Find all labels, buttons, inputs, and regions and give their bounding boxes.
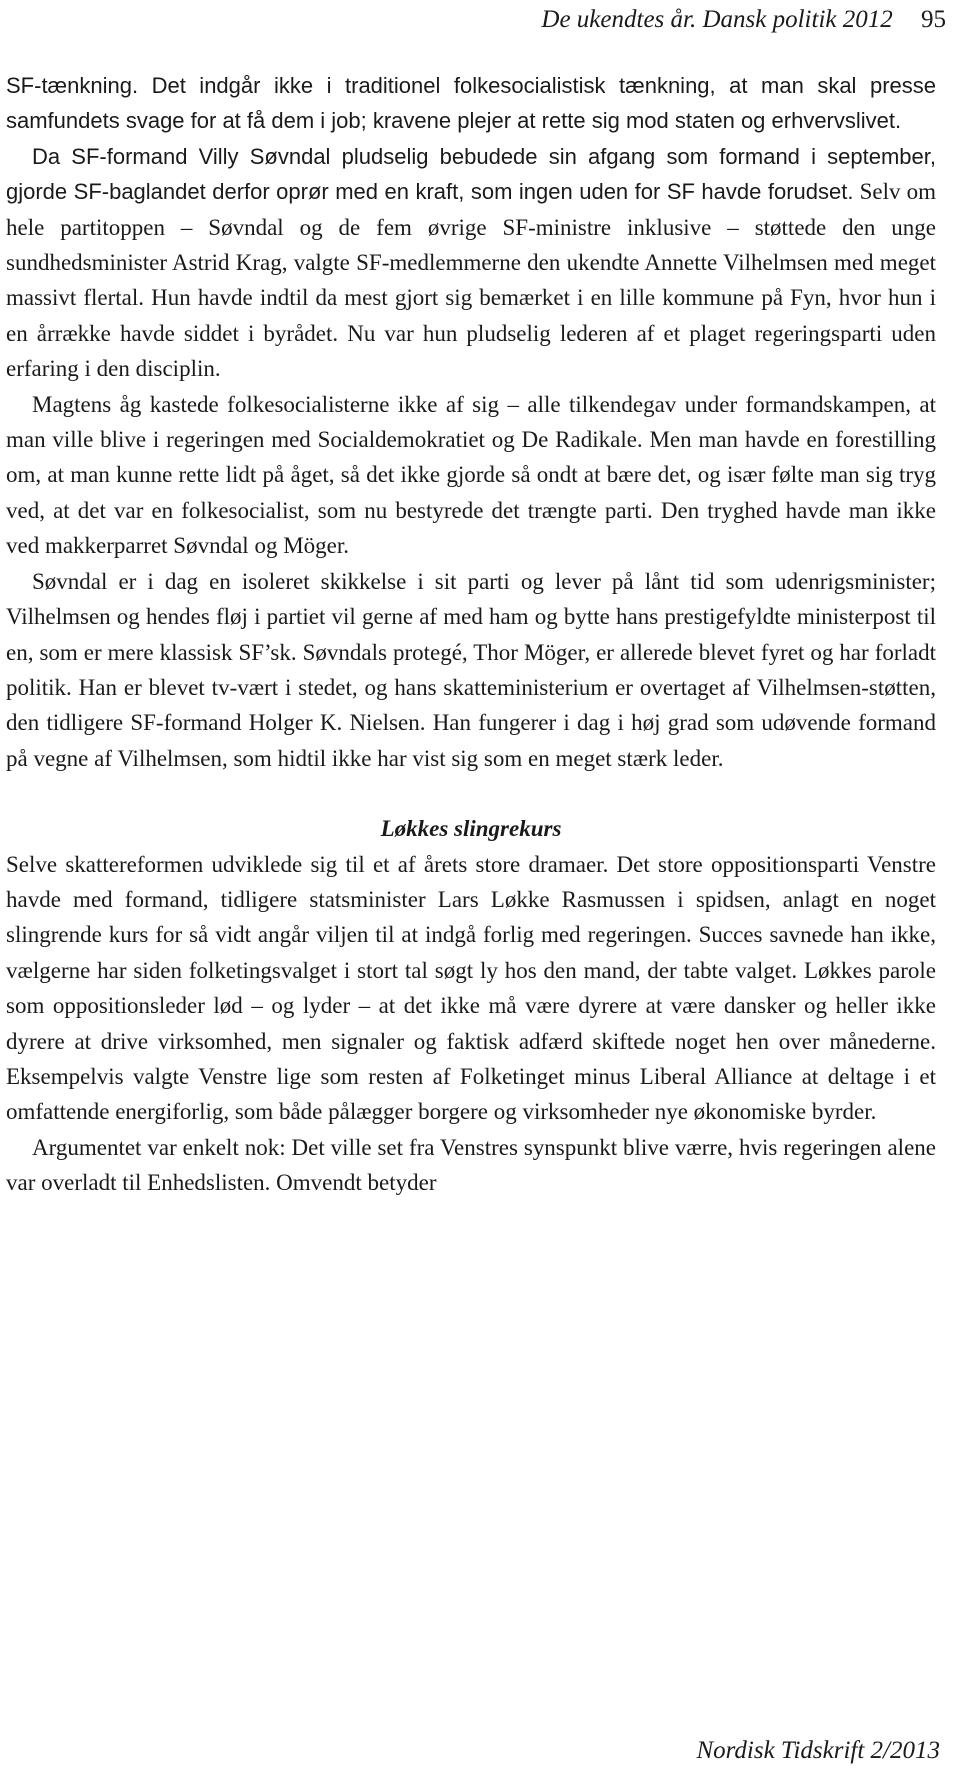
section-heading: Løkkes slingrekurs (380, 816, 562, 842)
paragraph-skattereform: Selve skattereformen udviklede sig til et af årets store dramaer. Det store oppositionsparti Venstre havde med formand, tidligere statsminister Lars Løkke Rasmussen i spidsen, anlagt en noget slingrende kurs for så vidt angår viljen til at indgå forlig med regeringen. Succes savnede han ikke, vælgerne har siden folketingsvalget i stort tal søgt ly hos den mand, der tabte valget. Løkkes parole som oppositionsleder lød – og lyder – at det ikke må være dyrere at være dansker og heller ikke dyrere at drive virksomhed, men signaler og faktisk adfærd skiftede noget hen over månederne. Eksempelvis valgte Venstre lige som resten af Folketinget minus Liberal Alliance at deltage i et omfattende energiforlig, som både pålægger borgere og virksomheder nye økonomiske byrder. (6, 851, 936, 1125)
paragraph-argumentet: Argumentet var enkelt nok: Det ville set fra Venstres synspunkt blive værre, hvis regeringen alene var overladt til Enhedslisten. Omvendt betyder (6, 1134, 936, 1196)
paragraph-sovndal-isolated: Søvndal er i dag en isoleret skikkelse i sit parti og lever på lånt tid som udenrigsminister; Vilhelmsen og hendes fløj i partiet vil gerne af med ham og bytte hans prestigefyldte ministerpost til en, som er mere klassisk SF’sk. Søvndals protegé, Thor Möger, er allerede blevet fyret og har forladt politik. Han er blevet tv-vært i stedet, og hans skatteministerium er overtaget af Vilhelmsen-støtten, den tidligere SF-formand Holger K. Nielsen. Han fungerer i dag i høj grad som udøvende formand på vegne af Vilhelmsen, som hidtil ikke har vist sig som en meget stærk leder. (6, 568, 936, 771)
paragraph-sovndal-resignation (6, 139, 936, 387)
paragraph-sovndal-resignation-sans: Da SF-formand Villy Søvndal pludselig bebudede sin afgang som formand i september, gjorde SF-baglandet derfor oprør med en kraft, som ingen uden for SF havde forudset. (6, 143, 936, 205)
journal-footer: Nordisk Tidskrift 2/2013 (696, 1737, 940, 1764)
paragraph-sovndal-resignation-serif: Selv om hele partitoppen – Søvndal og de fem øvrige SF-ministre inklusive – støttede den unge sundhedsminister Astrid Krag, valgte SF-medlemmerne den ukendte Annette Vilhelmsen med meget massivt flertal. Hun havde indtil da mest gjort sig bemærket i en lille kommune på Fyn, hvor hun i en årrække havde siddet i byrådet. Nu var hun pludselig lederen af et plaget regeringsparti uden erfaring i den disciplin. (6, 179, 937, 382)
page-number: 95 (921, 6, 946, 33)
paragraph-continuation: SF-tænkning. Det indgår ikke i traditionel folkesocialistisk tænkning, at man skal presse samfundets svage for at få dem i job; kravene plejer at rette sig mod staten og erhvervslivet. (6, 73, 936, 134)
running-header (541, 4, 946, 36)
paragraph-magtens-ag: Magtens åg kastede folkesocialisterne ikke af sig – alle tilkendegav under formandskampen, at man ville blive i regeringen med Socialdemokratiet og De Radikale. Men man havde en forestilling om, at man kunne rette lidt på åget, så det ikke gjorde så ondt at bære det, og især følte man sig tryg ved, at det var en folkesocialist, som nu bestyrede det trængte parti. Den tryghed havde man ikke ved makkerparret Søvndal og Möger. (6, 391, 936, 559)
running-header-title: De ukendtes år. Dansk politik 2012 (541, 6, 893, 33)
body-text (6, 68, 936, 1201)
